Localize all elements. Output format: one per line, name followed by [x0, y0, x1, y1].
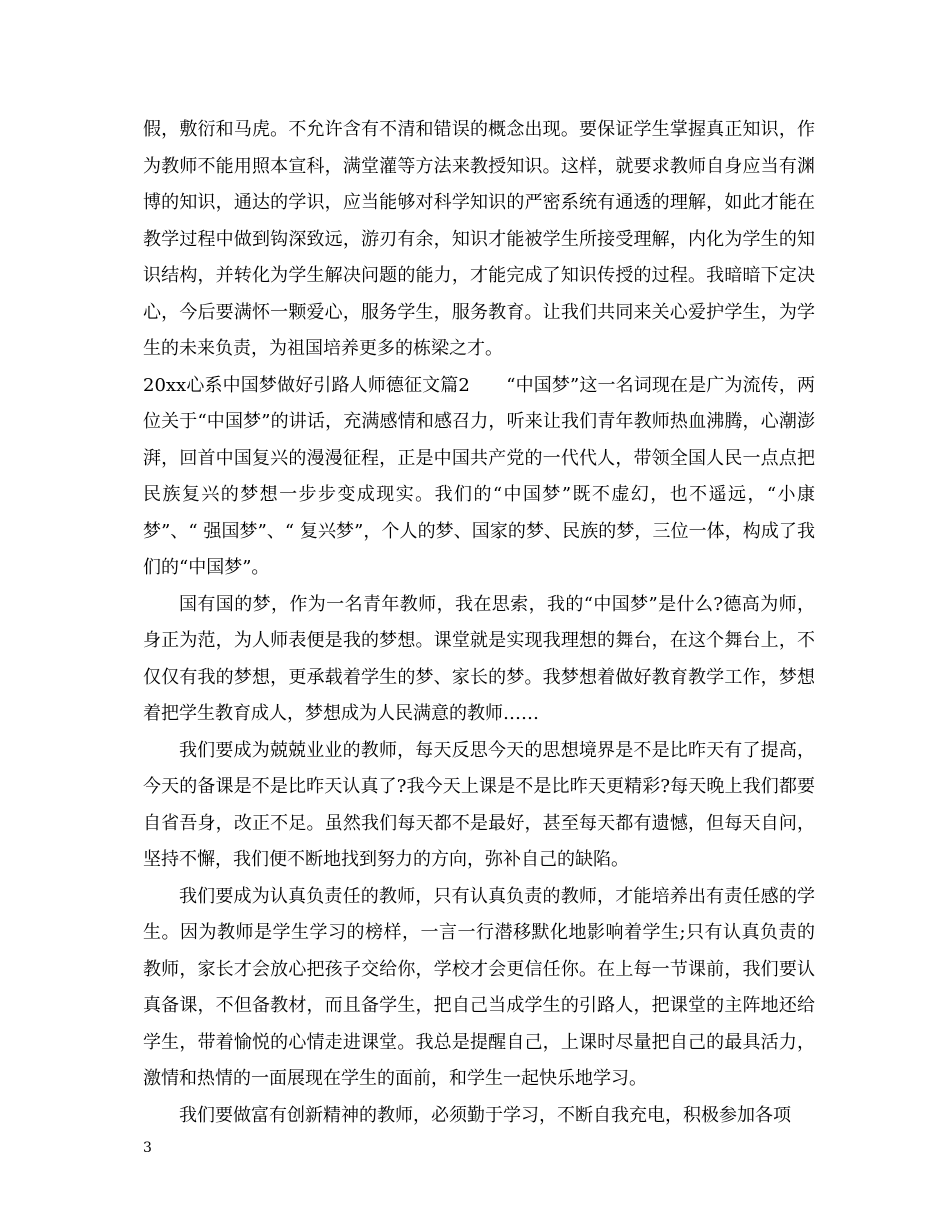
page-number: 3 [143, 1140, 152, 1156]
paragraph-2: 20xx心系中国梦做好引路人师德征文篇2 “中国梦”这一名词现在是广为流传，两位关于“中国梦”的讲话，充满感情和感召力，听来让我们青年教师热血沸腾，心潮澎湃，回首中国复兴的漫漫征程，正是中国共产党的一代代人，带领全国人民一点点把民族复兴的梦想一步步变成现实。我们的“中国梦”既不虚幻，也不遥远，“小康梦”、“ 强国梦”、“ 复兴梦”，个人的梦、国家的梦、民族的梦，三位一体，构成了我们的“中国梦”。 [143, 374, 815, 578]
paragraph-6: 我们要做富有创新精神的教师，必须勤于学习，不断自我充电，积极参加各项 [179, 1104, 791, 1126]
paragraph-5: 我们要成为认真负责任的教师，只有认真负责的教师，才能培养出有责任感的学生。因为教师是学生学习的榜样，一言一行潜移默化地影响着学生;只有认真负责的教师，家长才会放心把孩子交给你，学校才会更信任你。在上每一节课前，我们要认真备课，不但备教材，而且备学生，把自己当成学生的引路人，把课堂的主阵地还给学生，带着愉悦的心情走进课堂。我总是提醒自己，上课时尽量把自己的最具活力，激情和热情的一面展现在学生的面前，和学生一起快乐地学习。 [143, 885, 815, 1089]
document-body [143, 112, 815, 1134]
paragraph-4: 我们要成为兢兢业业的教师，每天反思今天的思想境界是不是比昨天有了提高，今天的备课是不是比昨天认真了?我今天上课是不是比昨天更精彩?每天晚上我们都要自省吾身，改正不足。虽然我们每天都不是最好，甚至每天都有遗憾，但每天自问，坚持不懈，我们便不断地找到努力的方向，弥补自己的缺陷。 [143, 739, 815, 870]
paragraph-3: 国有国的梦，作为一名青年教师，我在思索，我的“中国梦”是什么?德高为师，身正为范，为人师表便是我的梦想。课堂就是实现我理想的舞台，在这个舞台上，不仅仅有我的梦想，更承载着学生的梦、家长的梦。我梦想着做好教育教学工作，梦想着把学生教育成人，梦想成为人民满意的教师…… [143, 593, 815, 724]
paragraph-1: 假，敷衍和马虎。不允许含有不清和错误的概念出现。要保证学生掌握真正知识，作为教师不能用照本宣科，满堂灌等方法来教授知识。这样，就要求教师自身应当有渊博的知识，通达的学识，应当能够对科学知识的严密系统有通透的理解，如此才能在教学过程中做到钩深致远，游刃有余，知识才能被学生所接受理解，内化为学生的知识结构，并转化为学生解决问题的能力，才能完成了知识传授的过程。我暗暗下定决心，今后要满怀一颗爱心，服务学生，服务教育。让我们共同来关心爱护学生，为学生的未来负责，为祖国培养更多的栋梁之才。 [143, 119, 815, 359]
